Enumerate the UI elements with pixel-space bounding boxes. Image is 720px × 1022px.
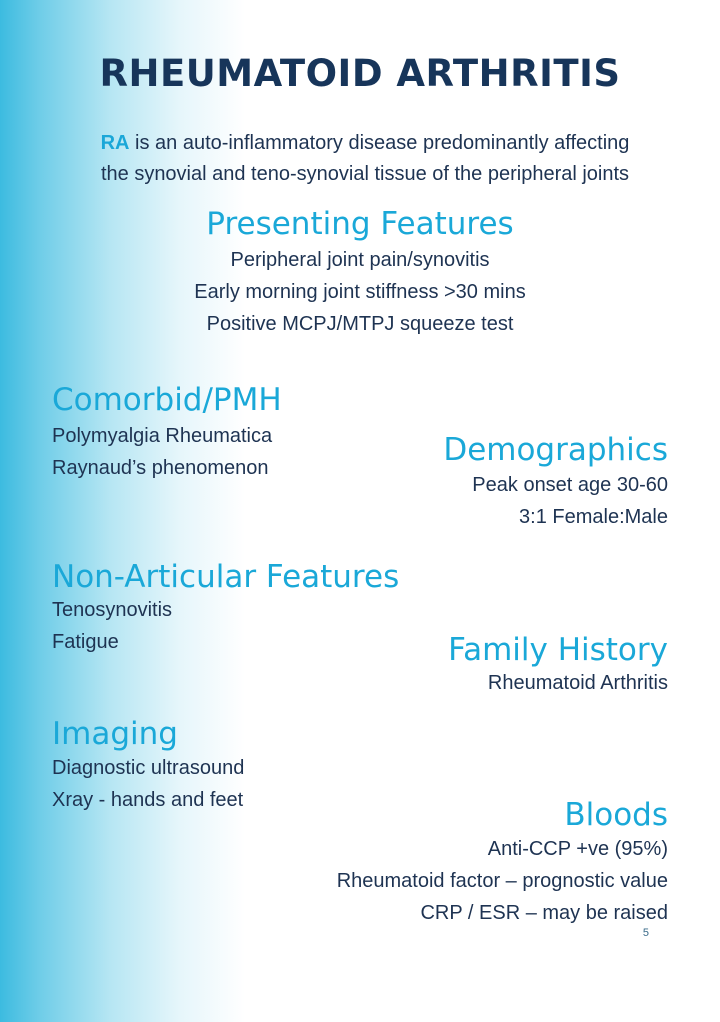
intro-paragraph — [40, 128, 690, 190]
page-number: 5 — [642, 927, 649, 939]
comorbid-heading: Comorbid/PMH — [52, 382, 282, 418]
list-item: Rheumatoid Arthritis — [487, 672, 668, 694]
imaging-list — [52, 752, 244, 816]
list-item: Polymyalgia Rheumatica — [52, 425, 273, 447]
list-item: 3:1 Female:Male — [519, 506, 668, 528]
list-item: Early morning joint stiffness >30 mins — [194, 281, 526, 303]
list-item: Peak onset age 30-60 — [472, 474, 668, 496]
intro-line1-text: is an auto-inflammatory disease predominantly affecting — [129, 132, 630, 154]
non-articular-heading: Non-Articular Features — [52, 559, 400, 595]
list-item: Fatigue — [52, 631, 119, 653]
page-title: RHEUMATOID ARTHRITIS — [99, 52, 621, 95]
list-item: Xray - hands and feet — [52, 789, 244, 811]
imaging-heading: Imaging — [52, 716, 178, 752]
ra-abbreviation: RA — [100, 132, 130, 154]
list-item: Anti-CCP +ve (95%) — [487, 838, 668, 860]
list-item: Rheumatoid factor – prognostic value — [336, 870, 668, 892]
demographics-heading: Demographics — [443, 432, 668, 468]
list-item: Tenosynovitis — [52, 599, 173, 621]
list-item: Peripheral joint pain/synovitis — [230, 249, 490, 271]
list-item: Raynaud’s phenomenon — [52, 457, 269, 479]
intro-line2-text: the synovial and teno-synovial tissue of the peripheral joints — [100, 163, 630, 185]
list-item: Positive MCPJ/MTPJ squeeze test — [206, 313, 514, 335]
demographics-list — [472, 469, 668, 533]
list-item: Diagnostic ultrasound — [52, 757, 245, 779]
presenting-features-list — [0, 244, 720, 340]
family-history-list — [488, 667, 668, 699]
bloods-list — [337, 833, 668, 929]
list-item: CRP / ESR – may be raised — [420, 902, 668, 924]
comorbid-list — [52, 420, 272, 484]
bloods-heading: Bloods — [564, 797, 668, 833]
presenting-features-heading: Presenting Features — [206, 206, 514, 242]
non-articular-list — [52, 594, 172, 658]
family-history-heading: Family History — [448, 632, 668, 668]
